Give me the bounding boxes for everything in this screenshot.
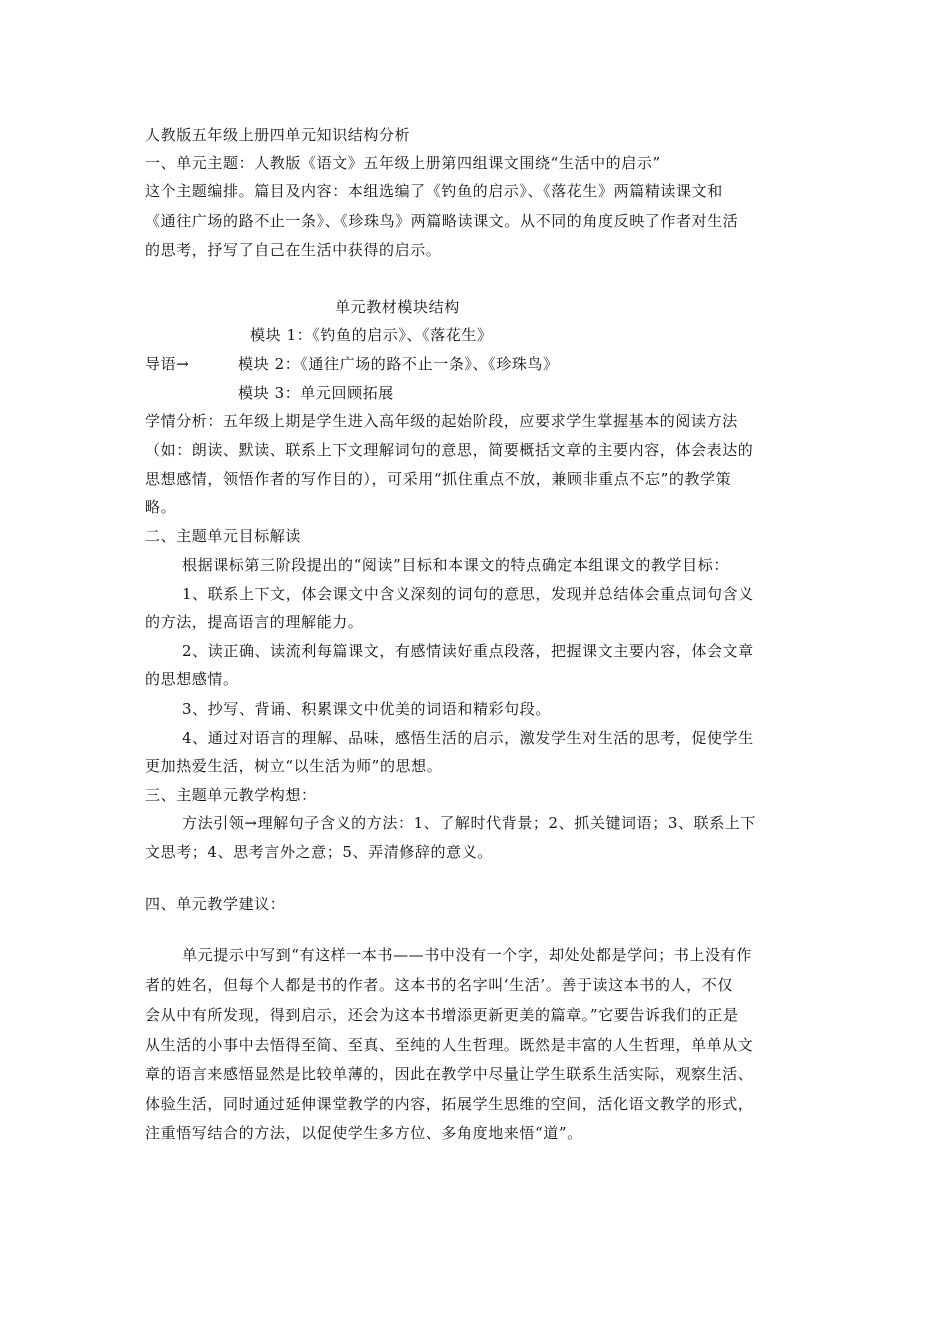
goal-3-line: 3、抄写、背诵、积累课文中优美的词语和精彩句段。 [182,700,551,718]
goal-1-line: 的方法，提高语言的理解能力。 [145,613,364,631]
structure-intro-label: 导语→ [145,355,190,373]
section4-line: 者的姓名，但每个人都是书的作者。这本书的名字叫‘生活’。善于读这本书的人，不仅 [145,976,733,994]
section2-heading: 二、主题单元目标解读 [145,527,302,545]
section1-line: 这个主题编排。篇目及内容：本组选编了《钓鱼的启示》、《落花生》两篇精读课文和 [145,182,723,200]
structure-module-2: 模块 2：《通往广场的路不止一条》、《珍珠鸟》 [238,355,559,373]
analysis-line: （如：朗读、默读、联系上下文理解词句的意思，简要概括文章的主要内容，体会表达的 [145,441,754,459]
structure-title: 单元教材模块结构 [335,298,460,316]
goal-4-line: 4、通过对语言的理解、品味，感悟生活的启示，激发学生对生活的思考，促使学生 [182,729,754,747]
goal-1-line: 1、联系上下文，体会课文中含义深刻的词句的意思，发现并总结体会重点词句含义 [182,585,754,603]
section1-line: 《通往广场的路不止一条》、《珍珠鸟》两篇略读课文。从不同的角度反映了作者对生活 [145,212,739,230]
section2-intro: 根据课标第三阶段提出的“阅读”目标和本课文的特点确定本组课文的教学目标： [182,556,729,574]
structure-module-1: 模块 1：《钓鱼的启示》、《落花生》 [250,326,493,344]
goal-2-line: 的思想感情。 [145,670,239,688]
section4-line: 从生活的小事中去悟得至简、至真、至纯的人生哲理。既然是丰富的人生哲理，单单从文 [145,1036,754,1054]
section4-line: 会从中有所发现，得到启示，还会为这本书增添更新更美的篇章。”它要告诉我们的正是 [145,1006,739,1024]
section3-line: 文思考；4、思考言外之意；5、弄清修辞的意义。 [145,843,493,861]
section4-line: 单元提示中写到“有这样一本书——书中没有一个字，却处处都是学问；书上没有作 [182,946,752,964]
doc-title: 人教版五年级上册四单元知识结构分析 [145,126,411,144]
goal-2-line: 2、读正确、读流利每篇课文，有感情读好重点段落，把握课文主要内容，体会文章 [182,642,754,660]
section1-heading: 一、单元主题：人教版《语文》五年级上册第四组课文围绕“生活中的启示” [145,154,661,172]
section4-line: 章的语言来感悟显然是比较单薄的，因此在教学中尽量让学生联系生活实际，观察生活、 [145,1065,754,1083]
structure-module-3: 模块 3：单元回顾拓展 [238,384,394,402]
section3-line: 方法引领→理解句子含义的方法：1、了解时代背景；2、抓关键词语；3、联系上下 [182,814,757,832]
section4-heading: 四、单元教学建议： [145,895,286,913]
section3-heading: 三、主题单元教学构想： [145,786,317,804]
analysis-line: 学情分析：五年级上期是学生进入高年级的起始阶段，应要求学生掌握基本的阅读方法 [145,412,738,430]
analysis-line: 略。 [145,498,177,516]
goal-4-line: 更加热爱生活，树立“以生活为师”的思想。 [145,757,443,775]
section4-line: 体验生活，同时通过延伸课堂教学的内容，拓展学生思维的空间，活化语文教学的形式， [145,1095,754,1113]
section1-line: 的思考，抒写了自己在生活中获得的启示。 [145,241,442,259]
section4-line: 注重悟写结合的方法，以促使学生多方位、多角度地来悟“道”。 [145,1124,583,1142]
analysis-line: 思想感情，领悟作者的写作目的），可采用“抓住重点不放，兼顾非重点不忘”的教学策 [145,470,732,488]
